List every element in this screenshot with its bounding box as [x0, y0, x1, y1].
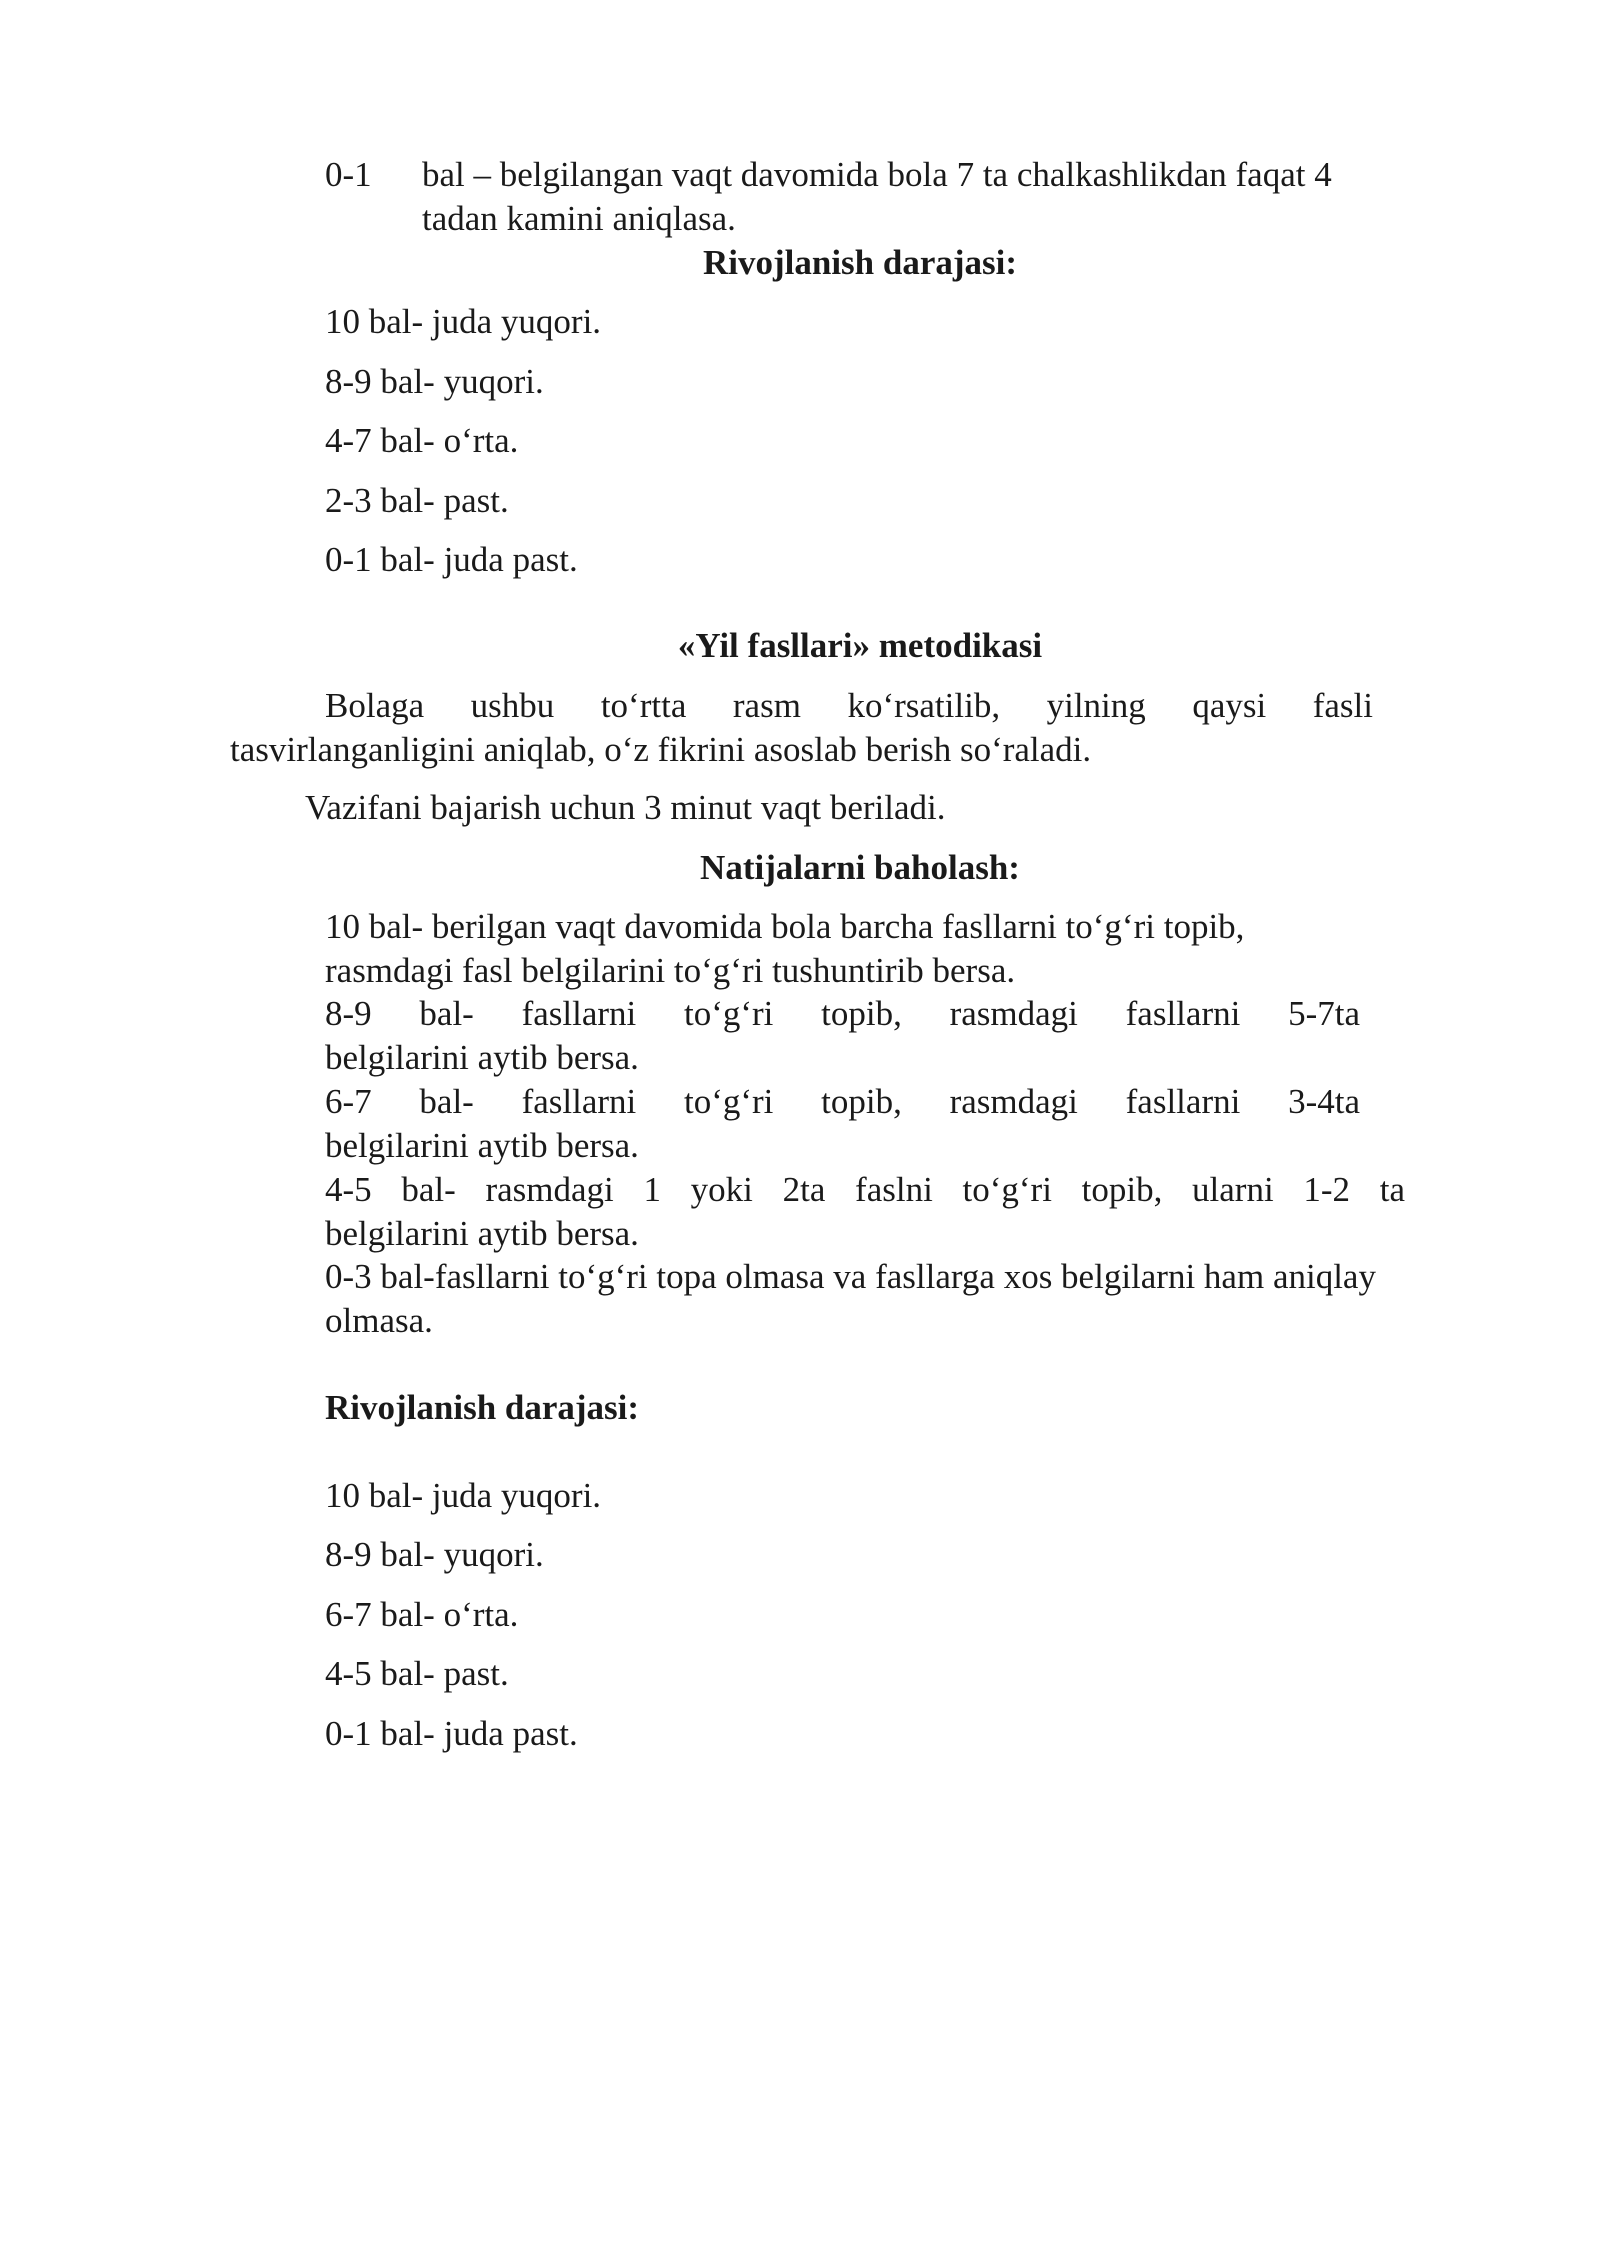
- level-item: 2-3 bal- past.: [325, 481, 509, 520]
- evaluation-line: 6-7 bal- fasllarni to‘g‘ri topib, rasmdagi fasllarni 3-4ta: [325, 1082, 1360, 1121]
- level-item: 10 bal- juda yuqori.: [325, 1476, 602, 1515]
- level-item: 4-7 bal- o‘rta.: [325, 421, 519, 460]
- level-item: 8-9 bal- yuqori.: [325, 1535, 544, 1574]
- method-time-note: Vazifani bajarish uchun 3 minut vaqt beriladi.: [305, 788, 946, 827]
- level-item: 6-7 bal- o‘rta.: [325, 1595, 519, 1634]
- evaluation-line: 10 bal- berilgan vaqt davomida bola barcha fasllarni to‘g‘ri topib,: [325, 907, 1245, 946]
- level-item: 8-9 bal- yuqori.: [325, 362, 544, 401]
- evaluation-line: olmasa.: [325, 1301, 433, 1340]
- top-item-number: 0-1: [325, 155, 372, 194]
- evaluation-line: 4-5 bal- rasmdagi 1 yoki 2ta faslni to‘g‘ri topib, ularni 1-2 ta: [325, 1170, 1405, 1209]
- evaluation-line: belgilarini aytib bersa.: [325, 1214, 639, 1253]
- section-heading: Rivojlanish darajasi:: [702, 243, 1018, 282]
- evaluation-line: 0-3 bal-fasllarni to‘g‘ri topa olmasa va fasllarga xos belgilarni ham aniqlay: [325, 1257, 1376, 1296]
- evaluation-line: rasmdagi fasl belgilarini to‘g‘ri tushuntirib bersa.: [325, 951, 1016, 990]
- evaluation-line: belgilarini aytib bersa.: [325, 1126, 639, 1165]
- evaluation-line: 8-9 bal- fasllarni to‘g‘ri topib, rasmdagi fasllarni 5-7ta: [325, 994, 1360, 1033]
- top-item-line: bal – belgilangan vaqt davomida bola 7 ta chalkashlikdan faqat 4: [422, 155, 1332, 194]
- evaluation-heading: Natijalarni baholash:: [700, 848, 1020, 887]
- top-item-line: tadan kamini aniqlasa.: [422, 199, 736, 238]
- level-item: 10 bal- juda yuqori.: [325, 302, 602, 341]
- method-intro-line: Bolaga ushbu to‘rtta rasm ko‘rsatilib, yilning qaysi fasli: [325, 686, 1373, 725]
- level-item: 4-5 bal- past.: [325, 1654, 509, 1693]
- evaluation-line: belgilarini aytib bersa.: [325, 1038, 639, 1077]
- level-item: 0-1 bal- juda past.: [325, 1714, 578, 1753]
- method-title: «Yil fasllari» metodikasi: [677, 626, 1043, 665]
- method-intro-line: tasvirlanganligini aniqlab, o‘z fikrini asoslab berish so‘raladi.: [230, 730, 1092, 769]
- level-item: 0-1 bal- juda past.: [325, 540, 578, 579]
- section-heading: Rivojlanish darajasi:: [325, 1388, 640, 1427]
